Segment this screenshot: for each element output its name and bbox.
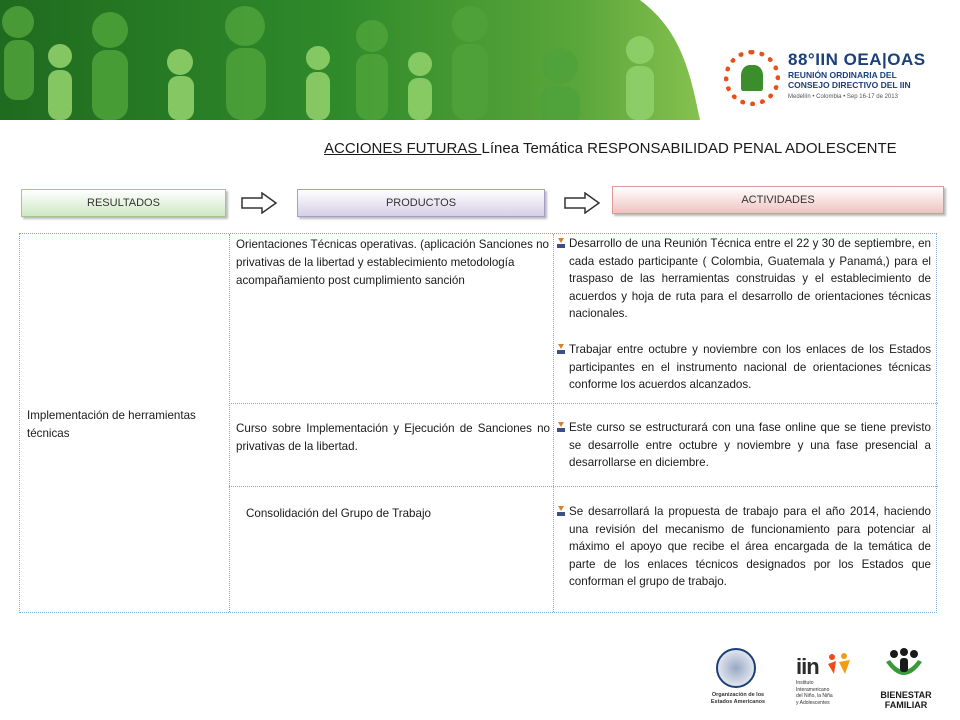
oea-line2: Estados Americanos bbox=[710, 699, 766, 705]
bullet-marker-icon bbox=[557, 238, 565, 248]
iin-children-icon bbox=[826, 652, 852, 676]
actividades-label: ACTIVIDADES bbox=[741, 194, 815, 206]
productos-box bbox=[297, 189, 545, 217]
producto-cell-1: Orientaciones Técnicas operativas. (aplicación Sanciones no privativas de la libertad y establecimiento metodología acompañamiento post cumplimiento sanción bbox=[236, 238, 549, 288]
oea-seal-icon bbox=[716, 648, 756, 688]
producto-cell-2: Curso sobre Implementación y Ejecución de Sanciones no privativas de la libertad. bbox=[236, 422, 550, 453]
producto-cell-3: Consolidación del Grupo de Trabajo bbox=[246, 507, 431, 520]
actividades-box bbox=[612, 186, 944, 214]
iin-emblem-icon bbox=[724, 50, 780, 106]
iin-line4: y Adolescentes bbox=[796, 699, 830, 706]
logo-date: Medellín • Colombia • Sep 16-17 de 2013 bbox=[788, 94, 898, 100]
page-title-rest: Línea Temática RESPONSABILIDAD PENAL ADOLESCENTE bbox=[481, 140, 897, 157]
actividad-item bbox=[557, 503, 931, 591]
oea-line1: Organización de los bbox=[711, 692, 765, 698]
resultados-label: RESULTADOS bbox=[87, 197, 160, 209]
iin-wordmark: iin bbox=[796, 654, 819, 679]
bf-line2: FAMILIAR bbox=[884, 700, 928, 710]
iin-88-meeting-logo bbox=[724, 42, 954, 112]
actividad-text: Se desarrollará la propuesta de trabajo para el año 2014, haciendo una revisión del mecanismo de funcionamiento para potenciar al máximo el apoyo que recibe el área encargada de la temática de parte de los enlaces técnicos designados por los Estados que conforman el grupo de trabajo. bbox=[569, 505, 931, 588]
actividad-text: Trabajar entre octubre y noviembre con los enlaces de los Estados participantes en el instrumento nacional de orientaciones técnicas conforme los acuerdos alcanzados. bbox=[569, 343, 931, 391]
resultado-cell: Implementación de herramientas técnicas bbox=[27, 409, 196, 440]
bf-line1: BIENESTAR bbox=[880, 690, 932, 700]
page-title-underlined: ACCIONES FUTURAS bbox=[324, 140, 482, 157]
column-divider bbox=[229, 234, 230, 612]
block-arrow-right-icon bbox=[240, 192, 278, 214]
bullet-marker-icon bbox=[557, 344, 565, 354]
actividad-text: Desarrollo de una Reunión Técnica entre el 22 y 30 de septiembre, en cada estado participante ( Colombia, Guatemala y Panamá,) para el traspaso de las herramientas construidas y el establecimiento de acuerdos y hoja de ruta para el desarrollo de orientaciones técnicas nacionales. bbox=[569, 237, 931, 320]
iin-line2: Interamericano bbox=[796, 686, 830, 693]
actividad-item bbox=[557, 419, 931, 472]
oea-logo-text bbox=[700, 692, 776, 706]
iin-line3: del Niño, la Niña bbox=[796, 693, 833, 699]
logo-subtitle-line2: CONSEJO DIRECTIVO DEL IIN bbox=[788, 80, 911, 90]
actividad-text: Este curso se estructurará con una fase online que se tiene previsto se desarrolle entre octubre y noviembre y una fase presencial a desarrollarse en diciembre. bbox=[569, 421, 931, 469]
header-banner bbox=[0, 0, 960, 120]
bullet-marker-icon bbox=[557, 506, 565, 516]
footer-logos bbox=[700, 640, 960, 720]
bienestar-familiar-text bbox=[876, 690, 936, 710]
actividad-item bbox=[557, 235, 931, 323]
actividad-item bbox=[557, 341, 931, 394]
column-divider bbox=[553, 234, 554, 612]
bullet-marker-icon bbox=[557, 422, 565, 432]
row-divider bbox=[229, 403, 938, 404]
iin-logo-text bbox=[796, 680, 866, 706]
logo-subtitle bbox=[788, 70, 911, 90]
bienestar-familiar-icon bbox=[882, 648, 926, 686]
logo-title: 88°IIN OEA|OAS bbox=[788, 50, 926, 69]
resultados-box bbox=[21, 189, 226, 217]
logo-subtitle-line1: REUNIÓN ORDINARIA DEL bbox=[788, 70, 897, 80]
page-title bbox=[324, 140, 897, 157]
productos-label: PRODUCTOS bbox=[385, 197, 457, 209]
block-arrow-right-icon bbox=[563, 192, 601, 214]
row-divider bbox=[229, 486, 938, 487]
iin-line1: Instituto bbox=[796, 680, 814, 686]
